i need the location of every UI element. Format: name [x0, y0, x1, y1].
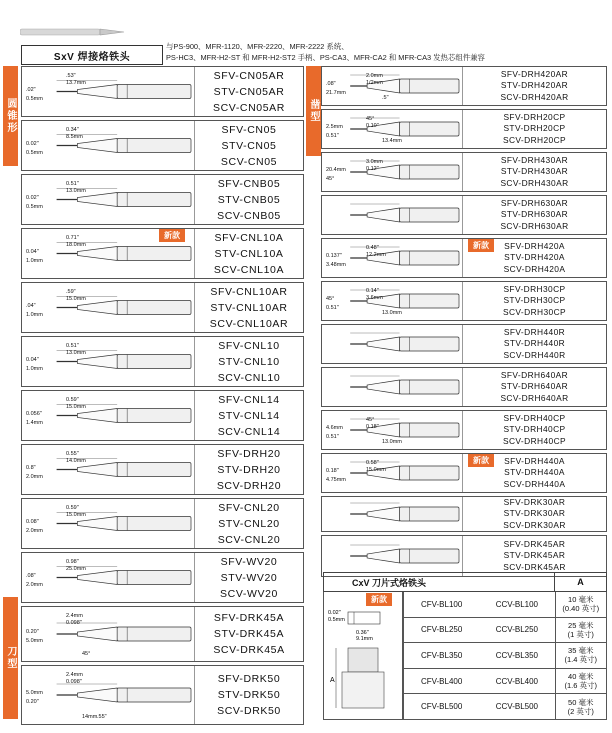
dimension-label: 21.7mm — [326, 90, 346, 96]
left_tips-row — [21, 120, 304, 171]
dimension-label: .08" — [326, 81, 336, 87]
dimension-label: 2.4mm — [66, 613, 83, 619]
right_tips-row — [321, 66, 607, 106]
tip-banner-image — [20, 26, 125, 38]
model-number: SCV-CN05 — [220, 155, 278, 168]
dimension-label: 0.51" — [66, 343, 79, 349]
dimension-label: 0.10" — [366, 123, 379, 129]
dimension-label: 0.51" — [326, 133, 339, 139]
model-number: STV-CNL10AR — [210, 301, 288, 314]
model-list — [463, 536, 606, 576]
dimension-label: 12.2mm — [366, 252, 386, 258]
model-list — [195, 283, 303, 332]
dimension-label: 0.14" — [366, 288, 379, 294]
model-list — [195, 666, 303, 724]
model-list — [463, 497, 606, 531]
tip-drawing — [322, 497, 463, 531]
dimension-label: 4.6mm — [326, 425, 343, 431]
tip-drawing — [22, 175, 195, 224]
dimension-label: 13.0mm — [382, 310, 402, 316]
dimension-label: 13.4mm — [382, 138, 402, 144]
model-number: SFV-CNL10A — [214, 231, 284, 244]
left_tips-row — [21, 498, 304, 549]
model-number: STV-DRH20 — [217, 463, 281, 476]
model-number: SFV-DRH630AR — [500, 197, 569, 208]
model-number: STV-CNL10A — [214, 247, 284, 260]
dimension-label: .02" — [26, 86, 36, 93]
tip-drawing — [322, 282, 463, 320]
cxv-col-a-header: A — [554, 573, 606, 591]
dimension-label: 2.4mm — [66, 672, 83, 678]
dimension-label: 0.51" — [326, 434, 339, 440]
model-number: SCV-DRH440R — [503, 349, 566, 360]
dimension-label: 0.02" — [26, 194, 39, 201]
dimension-label: 1.0mm — [26, 365, 43, 372]
dimension-label: 5.0mm — [26, 690, 43, 696]
tip-drawing — [22, 121, 195, 170]
size-mm: 35 毫米 — [568, 646, 594, 656]
model-number: STV-DRH640AR — [500, 381, 569, 392]
model-number: STV-DRK30AR — [503, 508, 566, 519]
model-number: SCV-DRH430AR — [500, 177, 569, 188]
model-number: STV-CN05 — [221, 139, 277, 152]
dimension-label: 13.0mm — [66, 350, 86, 356]
cfv-model: CFV-BL100 — [420, 599, 463, 609]
cxv-row — [403, 592, 607, 618]
cxv-row — [403, 643, 607, 669]
dimension-label: 0.51" — [66, 181, 79, 187]
tip-drawing — [322, 325, 463, 363]
dimension-label: 5.0mm — [26, 638, 43, 644]
dimension-label: .04" — [26, 302, 36, 309]
dimension-label: 0.51" — [326, 305, 339, 311]
dimension-label: 0.5mm — [26, 95, 43, 102]
dimension-label: 0.59" — [66, 397, 79, 403]
size-mm: 10 毫米 — [568, 595, 594, 605]
dimension-label: .59" — [66, 289, 76, 295]
cxv-row — [403, 694, 607, 720]
dimension-label: 0.098" — [66, 679, 82, 685]
right_tips-row — [321, 109, 607, 149]
dimension-label: 2.0mm — [26, 527, 43, 534]
model-number: SCV-DRK45AR — [503, 561, 566, 572]
dimension-label: 14.0mm — [66, 458, 86, 464]
dimension-label: 0.18" — [326, 468, 339, 474]
dimension-label: 45° — [82, 651, 91, 657]
model-number: SCV-DRK45A — [213, 644, 285, 656]
model-number: STV-DRH30CP — [503, 295, 566, 306]
right_tips-row — [321, 453, 607, 493]
model-number: SCV-CNB05 — [217, 209, 281, 222]
model-number: SFV-DRH440R — [503, 326, 566, 337]
tip-drawing — [22, 337, 195, 386]
cfv-model: CFV-BL250 — [420, 625, 463, 635]
dimension-label: 1.0mm — [26, 257, 43, 264]
new-badge: 新款 — [159, 229, 185, 242]
size-mm: 50 毫米 — [568, 697, 594, 707]
category-conical: 圆锥形 — [3, 66, 18, 166]
tip-drawing — [22, 553, 195, 602]
left_tips-row — [21, 336, 304, 387]
model-number: SFV-DRH420AR — [500, 68, 569, 79]
model-number: STV-DRH630AR — [500, 209, 569, 220]
dimension-label: 0.98" — [66, 559, 79, 565]
model-list — [195, 67, 303, 116]
model-number: SFV-DRH30CP — [503, 283, 566, 294]
model-list — [195, 175, 303, 224]
model-number: SFV-CN05AR — [213, 69, 285, 82]
new-badge: 新款 — [366, 593, 392, 606]
size-inch: (0.40 英寸) — [562, 604, 600, 614]
dimension-label: 13.0mm — [382, 439, 402, 445]
dimension-label: 20.4mm — [326, 167, 346, 173]
model-list — [463, 196, 606, 234]
sxv-section-title: SxV 焊接烙铁头 — [21, 45, 163, 65]
model-number: SCV-CNL10AR — [209, 317, 289, 330]
dimension-label: 45° — [326, 176, 335, 182]
tip-drawing — [322, 536, 463, 576]
model-list — [463, 110, 606, 148]
compatibility-note — [166, 41, 606, 63]
left_tips-row — [21, 282, 304, 333]
dimension-label: 3.48mm — [326, 262, 346, 268]
model-number: SFV-DRH20CP — [503, 111, 566, 122]
model-list — [195, 121, 303, 170]
model-list — [463, 153, 606, 191]
dimension-label: 18.0mm — [66, 242, 86, 248]
right_tips-row — [321, 238, 607, 278]
model-number: SCV-CNL10 — [217, 371, 281, 384]
model-list — [463, 325, 606, 363]
tip-drawing — [322, 454, 463, 492]
size-inch: (1 英寸) — [567, 629, 594, 639]
model-number: STV-CNL14 — [218, 409, 280, 422]
dimension-label: .55" — [97, 714, 107, 720]
dimension-label: 15.0mm — [66, 296, 86, 302]
size-inch: (2 英寸) — [567, 706, 594, 716]
dimension-label: 0.12" — [366, 166, 379, 172]
model-list — [195, 337, 303, 386]
tip-drawing — [322, 239, 463, 277]
model-number: SCV-CNL14 — [217, 425, 281, 438]
tip-drawing — [322, 153, 463, 191]
blade-size — [555, 618, 607, 643]
model-number: SCV-DRH630AR — [500, 220, 569, 231]
model-number: SCV-DRH420AR — [500, 91, 569, 102]
model-number: SCV-CNL10A — [213, 263, 285, 276]
cfv-model: CFV-BL350 — [420, 650, 463, 660]
cfv-model: CFV-BL400 — [420, 676, 463, 686]
ccv-model: CCV-BL350 — [495, 650, 538, 660]
model-number: SFV-DRK45AR — [503, 538, 566, 549]
model-number: SFV-DRH440A — [504, 455, 565, 466]
left_tips-row — [21, 174, 304, 225]
model-list — [195, 391, 303, 440]
size-mm: 40 毫米 — [568, 672, 594, 682]
dimension-label: 0.58" — [366, 460, 379, 466]
cxv-dim-2: 0.5mm — [328, 617, 345, 623]
cxv-dim-4: 9.1mm — [356, 636, 373, 642]
model-number: STV-DRH420A — [504, 252, 565, 263]
model-number: SFV-DRH420A — [504, 240, 565, 251]
tip-drawing — [22, 607, 195, 661]
model-number: SFV-DRK30AR — [503, 496, 566, 507]
model-number: SCV-DRK50 — [217, 705, 281, 717]
model-number: SCV-DRH640AR — [500, 392, 569, 403]
dimension-label: 0.59" — [66, 505, 79, 511]
dimension-label: 1/2mm — [366, 80, 383, 86]
left_tips-row — [21, 606, 304, 662]
dimension-label: 0.04" — [26, 356, 39, 363]
tip-drawing — [322, 110, 463, 148]
left_tips-row — [21, 66, 304, 117]
dimension-label: 45° — [326, 296, 335, 302]
dimension-label: 2.5mm — [326, 124, 343, 130]
cxv-section-header — [323, 572, 607, 592]
model-number: SCV-CN05AR — [213, 101, 285, 114]
left_tips-row — [21, 665, 304, 725]
dimension-label: 15.0mm — [366, 467, 386, 473]
model-number: SFV-DRK50 — [217, 673, 281, 685]
dimension-label: 45° — [366, 116, 375, 122]
model-number: STV-CNB05 — [217, 193, 281, 206]
model-number: SFV-CNB05 — [217, 177, 281, 190]
model-number: SCV-WV20 — [220, 587, 278, 600]
model-number: STV-DRH430AR — [500, 166, 569, 177]
cxv-dim-1: 0.02" — [328, 610, 341, 616]
model-number: STV-WV20 — [220, 571, 278, 584]
tip-drawing — [322, 411, 463, 449]
tip-drawing — [322, 368, 463, 406]
dimension-label: 15.0mm — [66, 512, 86, 518]
model-number: SCV-CNL20 — [217, 533, 281, 546]
size-inch: (1.6 英寸) — [564, 681, 597, 691]
model-number: SFV-DRH640AR — [500, 369, 569, 380]
blade-size — [555, 669, 607, 694]
compat-line-2: PS-HC3、MFR-H2-ST 和 MFR-H2-ST2 手柄、PS-CA3、MFR-CA2 和 MFR-CA3 发热芯组件兼容 — [166, 53, 485, 62]
model-list — [463, 282, 606, 320]
tip-drawing — [22, 499, 195, 548]
dimension-label: 8.5mm — [66, 134, 83, 140]
left_tips-row — [21, 444, 304, 495]
dimension-label: 0.20" — [26, 699, 39, 705]
model-number: STV-DRH20CP — [503, 123, 566, 134]
model-list — [463, 368, 606, 406]
dimension-label: 13.7mm — [66, 80, 86, 86]
dimension-label: 0.48" — [366, 245, 379, 251]
model-number: SCV-DRH20 — [216, 479, 282, 492]
model-number: STV-CNL20 — [218, 517, 280, 530]
new-badge: 新款 — [468, 454, 494, 467]
ccv-model: CCV-BL400 — [495, 676, 538, 686]
model-number: STV-CN05AR — [213, 85, 285, 98]
dimension-label: 0.137" — [326, 253, 342, 259]
dimension-label: 0.71" — [66, 235, 79, 241]
size-mm: 25 毫米 — [568, 620, 594, 630]
model-number: STV-DRK45AR — [503, 550, 566, 561]
model-number: STV-DRH420AR — [500, 80, 569, 91]
dimension-label: 25.0mm — [66, 566, 86, 572]
model-number: SCV-DRH20CP — [502, 134, 567, 145]
blade-size — [555, 694, 607, 719]
new-badge: 新款 — [468, 239, 494, 252]
dimension-label: .08" — [26, 572, 36, 579]
model-list — [195, 607, 303, 661]
model-number: STV-DRK45A — [213, 628, 285, 640]
model-number: SFV-CNL10 — [218, 339, 280, 352]
model-list — [463, 411, 606, 449]
model-number: SFV-DRH40CP — [503, 412, 566, 423]
dimension-label: 2.0mm — [26, 473, 43, 480]
tip-drawing — [22, 666, 195, 724]
model-number: STV-DRH440R — [503, 338, 566, 349]
model-number: SFV-CNL20 — [218, 501, 280, 514]
dimension-label: .5" — [382, 95, 389, 101]
cxv-blade-image — [323, 592, 403, 720]
dimension-label: 0.5mm — [26, 203, 43, 210]
dimension-label: 0.55" — [66, 451, 79, 457]
blade-size — [555, 592, 607, 617]
model-number: SCV-DRK30AR — [503, 519, 566, 530]
dimension-label: 2.0mm — [366, 73, 383, 79]
right_tips-row — [321, 152, 607, 192]
tip-drawing — [22, 67, 195, 116]
model-number: SCV-DRH420A — [503, 263, 566, 274]
tip-drawing — [22, 445, 195, 494]
dimension-label: 0.20" — [26, 629, 39, 635]
dimension-label: 13.0mm — [66, 188, 86, 194]
right_tips-row — [321, 496, 607, 532]
right_tips-row — [321, 410, 607, 450]
model-number: SFV-CN05 — [221, 123, 277, 136]
tip-drawing — [22, 391, 195, 440]
cxv-row — [403, 669, 607, 695]
dimension-label: 3.0mm — [366, 159, 383, 165]
model-list — [195, 229, 303, 278]
left_tips-row — [21, 228, 304, 279]
left_tips-row — [21, 552, 304, 603]
category-knife: 刀型 — [3, 597, 18, 719]
tip-drawing — [322, 67, 463, 105]
right_tips-row — [321, 281, 607, 321]
model-number: SFV-DRK45A — [213, 612, 285, 624]
dimension-label: 3.6mm — [366, 295, 383, 301]
dimension-label: 0.8" — [26, 464, 36, 471]
dimension-label: 2.0mm — [26, 581, 43, 588]
dimension-label: 0.02" — [26, 140, 39, 147]
cxv-dim-3: 0.36" — [356, 630, 369, 636]
model-number: STV-DRH40CP — [503, 424, 566, 435]
right_tips-row — [321, 535, 607, 577]
model-number: SFV-WV20 — [220, 555, 278, 568]
model-number: SFV-DRH20 — [217, 447, 281, 460]
size-inch: (1.4 英寸) — [564, 655, 597, 665]
right_tips-row — [321, 324, 607, 364]
dimension-label: 0.056" — [26, 410, 42, 417]
tip-drawing — [22, 283, 195, 332]
cxv-title: CxV 刀片式烙铁头 — [352, 577, 427, 588]
dimension-label: 45° — [366, 417, 375, 423]
dimension-label: 0.08" — [26, 518, 39, 525]
model-number: STV-DRH440A — [504, 467, 565, 478]
right_tips-row — [321, 195, 607, 235]
model-number: SCV-DRH440A — [503, 478, 566, 489]
model-number: SFV-CNL14 — [218, 393, 280, 406]
model-number: STV-DRK50 — [217, 689, 281, 701]
model-number: SCV-DRH40CP — [502, 435, 567, 446]
model-list — [195, 499, 303, 548]
dimension-label: 15.0mm — [66, 404, 86, 410]
model-list — [463, 67, 606, 105]
model-number: SFV-DRH430AR — [500, 154, 569, 165]
dimension-label: 1.0mm — [26, 311, 43, 318]
compat-line-1: 与PS-900、MFR-1120、MFR-2220、MFR-2222 系统、 — [166, 42, 349, 51]
dimension-label: .53" — [66, 73, 76, 79]
ccv-model: CCV-BL500 — [495, 702, 538, 712]
dimension-label: 0.5mm — [26, 149, 43, 156]
model-number: STV-CNL10 — [218, 355, 280, 368]
dimension-label: 0.04" — [26, 248, 39, 255]
category-chisel: 凿型 — [306, 66, 321, 156]
dimension-label: 0.34" — [66, 127, 79, 133]
model-list — [195, 553, 303, 602]
model-list — [195, 445, 303, 494]
dimension-label: 0.18" — [366, 424, 379, 430]
dimension-label: 14mm — [82, 714, 98, 720]
cxv-row — [403, 618, 607, 644]
right_tips-row — [321, 367, 607, 407]
model-number: SCV-DRH30CP — [502, 306, 567, 317]
ccv-model: CCV-BL100 — [495, 599, 538, 609]
left_tips-row — [21, 390, 304, 441]
cfv-model: CFV-BL500 — [420, 702, 463, 712]
model-number: SFV-CNL10AR — [210, 285, 288, 298]
dimension-label: 4.75mm — [326, 477, 346, 483]
cxv-dim-a: A — [330, 677, 335, 684]
tip-drawing — [322, 196, 463, 234]
ccv-model: CCV-BL250 — [495, 625, 538, 635]
dimension-label: 0.098" — [66, 620, 82, 626]
blade-size — [555, 643, 607, 668]
dimension-label: 1.4mm — [26, 419, 43, 426]
